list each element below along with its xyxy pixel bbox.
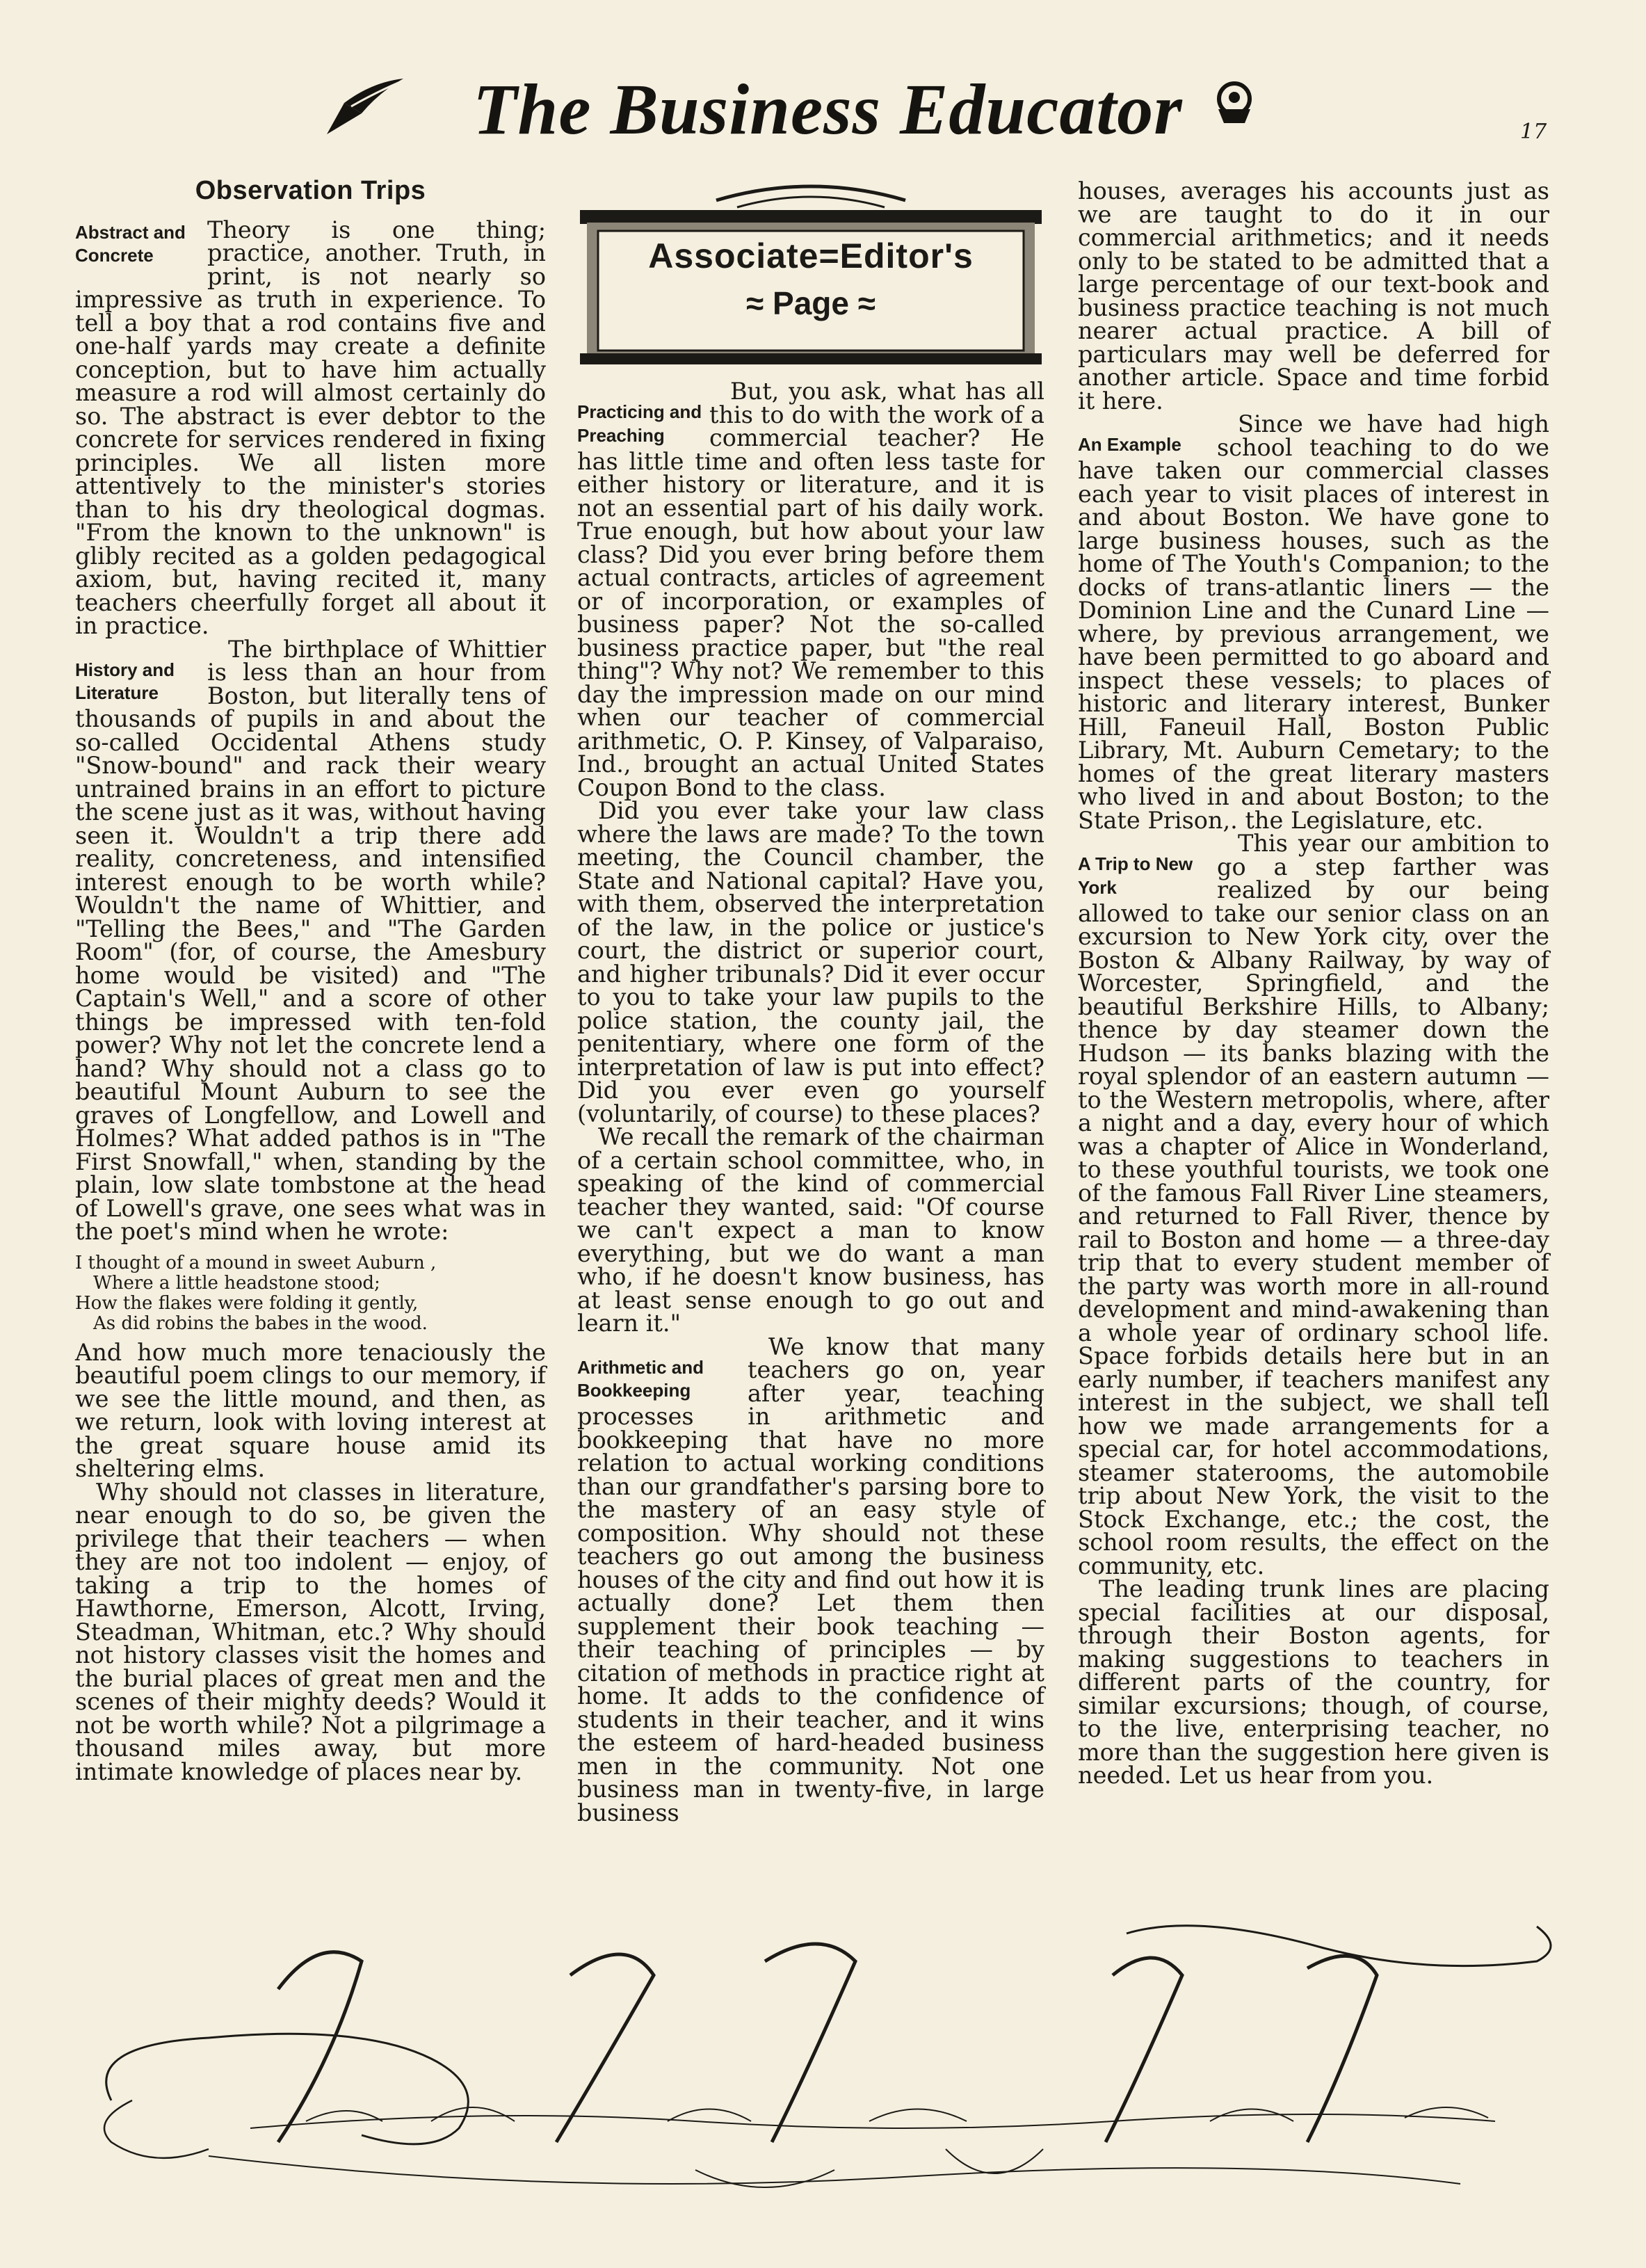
masthead — [0, 63, 1646, 160]
article-title: Observation Trips — [195, 176, 426, 205]
flourish-icon: ≈ — [745, 285, 773, 321]
associate-editor-box — [577, 179, 1044, 367]
poem-line: How the flakes were folding it gently, — [75, 1292, 419, 1314]
masthead-title: The Business Educator — [473, 70, 1183, 150]
side-heading-history: History and Literature — [75, 659, 175, 703]
paragraph: But, you ask, what has all this to do with the work of a commercial teacher? He has little time and often less taste for either history or literature, and it is not an essential part of his daily work. True enough, but how about your law class? Did you ever bring before them actual contracts, articles of agreement or of incorporation, or examples of business paper? Not the so-called business practice paper, but "the real thing"? Why not? We remember to this day the impression made on our mind when our teacher of commercial arithmetic, O. P. Kinsey, of Valparaiso, Ind., brought an actual United States Coupon Bond to the class. — [577, 378, 1044, 801]
side-heading-arithmetic: Arithmetic and Bookkeeping — [577, 1356, 704, 1401]
side-heading-trip: A Trip to New York — [1078, 853, 1193, 898]
quill-pen-icon — [323, 75, 407, 138]
box-subtitle — [577, 285, 1044, 321]
penmanship-flourish — [70, 1920, 1579, 2212]
side-heading-practicing: Practicing and Preaching — [577, 401, 702, 446]
column-3 — [1078, 179, 1549, 1787]
poem-line: As did robins the babes in the wood. — [93, 1312, 428, 1334]
paragraph: We know that many teachers go on, year after year, teaching processes in arithmetic and bookkeeping that have no more relation to actual working conditions than our grandfather's parsing bore to the mastery of an easy style of composition. Why should not these teachers go out among the business houses of the city and find out how it is actually done? Let them then supplement their book teaching — their teaching of principles — by citation of methods in practice right at home. It adds to the confidence of students in their teacher, and it wins the esteem of hard-headed business men in the community. Not one business man in twenty-five, in large business — [577, 1333, 1044, 1826]
box-title: Associate=Editor's — [648, 236, 974, 275]
paragraph: This year our ambition to go a step farther was realized by our being allowed to take our senior class on an excursion to New York city, over the Boston & Albany Railway, by way of Worcester, Springfield, and the beautiful Berkshire Hills, to Albany; thence by day steamer down the Hudson — its banks blazing with the royal splendor of an eastern autumn — to the Western metropolis, where, after a night and a day, every hour of which was a chapter of Alice in Wonderland, to these youthful tourists, we took one of the famous Fall River Line steamers, and returned to Fall River, thence by rail to Boston and home — a three-day trip that to every student member of the party was worth more in all-round development and mind-awakening than a whole year of ordinary school life. Space forbids details here but in an early number, if teachers manifest any interest in the subject, we shall tell how we made arrangements for a special car, for hotel accommodations, steamer staterooms, the automobile trip about New York, the visit to the Stock Exchange, etc.; the cost, the school room results, the effect on the community, etc. — [1078, 830, 1549, 1579]
column-1 — [75, 176, 546, 1785]
column-2 — [577, 179, 1044, 1824]
emblem-icon — [1210, 78, 1259, 127]
box-subtitle-text: Page — [773, 285, 849, 321]
poem — [75, 1253, 546, 1334]
paragraph: We recall the remark of the chairman of a certain school committee, who, in speaking of the kind of commercial teacher they wanted, said: "Of course we can't expect a man to know everything, but we do want a man who, if he doesn't know business, has at least sense enough to go out and learn it." — [577, 1123, 1044, 1337]
paragraph: The birthplace of Whittier is less than an hour from Boston, but literally tens of thousands of pupils in and about the so-called Occidental Athens study "Snow-bound" and rack their weary untrained brains in an effort to picture the scene just as it was, without having seen it. Wouldn't a trip there add reality, concreteness, and intensified interest enough to be worth while? Wouldn't the name of Whittier, and "Telling the Bees," and "The Garden Room" (for, of course, the Amesbury home would be visited) and "The Captain's Well," and a score of other things be impressed with ten-fold power? Why not let the concrete lend a hand? Why should not a class go to beautiful Mount Auburn to see the graves of Longfellow, and Lowell and Holmes? What added pathos is in "The First Snowfall," when, standing by the plain, low slate tombstone at the head of Lowell's grave, one sees what was in the poet's mind when he wrote: — [75, 635, 546, 1245]
paragraph: And how much more tenaciously the beautiful poem clings to our memory, if we see the little mound, and then, as we return, look with loving interest at the great square house amid its sheltering elms. — [75, 1338, 546, 1482]
paragraph: Why should not classes in literature, near enough to do so, be given the privilege that their teachers — when they are not too indolent — enjoy, of taking a trip to the homes of Hawthorne, Emerson, Alcott, Irving, Steadman, Whitman, etc.? Why should not history classes visit the homes and the burial places of great men and the scenes of their mighty deeds? Would it not be worth while? Not a pilgrimage a thousand miles away, but more intimate knowledge of places near by. — [75, 1478, 546, 1785]
flourish-icon: ≈ — [848, 285, 876, 321]
page-number: 17 — [1520, 120, 1547, 144]
poem-line: Where a little headstone stood; — [93, 1272, 380, 1294]
paragraph: Since we have had high school teaching to do we have taken our commercial classes each year to visit places of interest in and about Boston. We have gone to large business houses, such as the home of The Youth's Companion; to the docks of trans-atlantic liners — the Dominion Line and the Cunard Line — where, by previous arrangement, we have been permitted to go aboard and inspect these vessels; to places of historic and literary interest, Bunker Hill, Faneuil Hall, Boston Public Library, Mt. Auburn Cemetary; to the homes of the great literary masters who lived in and about Boston; to the State Prison,. the Legislature, etc. — [1078, 410, 1549, 834]
side-heading-example: An Example — [1078, 434, 1181, 455]
paragraph: Did you ever take your law class where the laws are made? To the town meeting, the Council chamber, the State and National capital? Have you, with them, observed the interpretation of the law, in the police or justice's court, the district or superior court, and higher tribunals? Did it ever occur to you to take your law pupils to the police station, the county jail, the penitentiary, where one form of the interpretation of law is put into effect? Did you ever even go yourself (voluntarily, of course) to these places? — [577, 797, 1044, 1127]
paragraph: Theory is one thing; practice, another. Truth, in print, is not nearly so impressive as truth in experience. To tell a boy that a rod contains five and one-half yards may create a definite conception, but to have him actually measure a rod will almost certainly do so. The abstract is ever debtor to the concrete for services rendered in fixing principles. We all listen more attentively to the minister's stories than to his dry theological dogmas. "From the known to the unknown" is glibly recited as a golden pedagogical axiom, but, having recited it, many teachers cheerfully forget all about it in practice. — [75, 216, 546, 639]
paragraph: houses, averages his accounts just as we are taught to do it in our commercial arithmetics; and it needs only to be stated to be admitted that a large percentage of our text-book and business practice teaching is not much nearer actual practice. A bill of particulars may well be deferred for another article. Space and time forbid it here. — [1078, 177, 1549, 415]
side-heading-abstract: Abstract and Concrete — [75, 221, 186, 266]
poem-line: I thought of a mound in sweet Auburn , — [75, 1252, 437, 1273]
paragraph: The leading trunk lines are placing special facilities at our disposal, through their Boston agents, for making suggestions to teachers in different parts of the country, for similar excursions; though, of course, to the live, enterprising teacher, no more than the suggestion here given is needed. Let us hear from you. — [1078, 1575, 1549, 1789]
